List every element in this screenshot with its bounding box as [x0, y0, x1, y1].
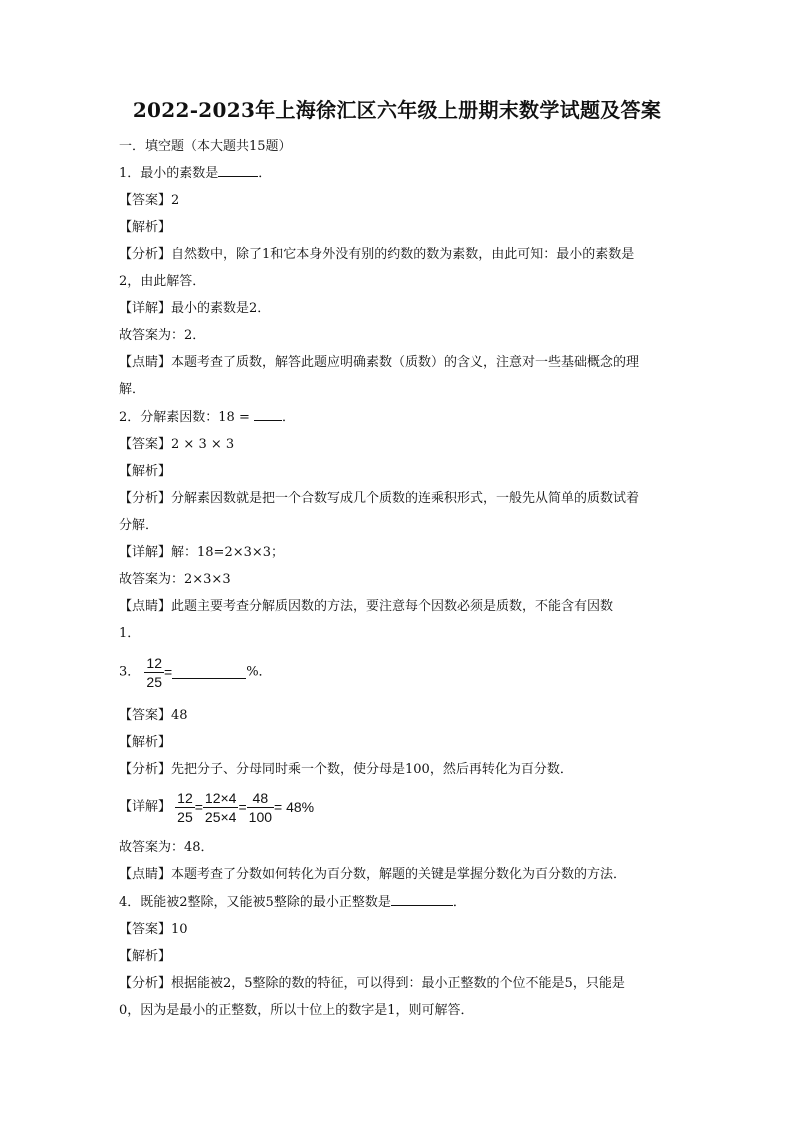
- q2-fenxi: [119, 489, 639, 509]
- q4-analysis-tag: 【解析】: [119, 949, 172, 964]
- q4-fenxi-text: 根据能被2，5整除的数的特征，可以得到：最小正整数的个位不能是5，只能是: [171, 976, 625, 991]
- q3-numerator: 12: [146, 654, 162, 671]
- q2-question: [119, 408, 295, 428]
- q2-xiangjie-text: 解：18=2×3×3；: [171, 545, 285, 560]
- q1-conclusion: 故答案为：2．: [119, 328, 206, 343]
- q3-x-eq-2: =: [238, 799, 247, 815]
- q4-question-text: 4．既能被2整除，又能被5整除的最小正整数是: [119, 895, 391, 910]
- q3-x-f2-den: 25×4: [204, 808, 237, 825]
- page-title: 2022-2023年上海徐汇区六年级上册期末数学试题及答案: [132, 98, 662, 122]
- q4-question-end: ．: [452, 895, 466, 910]
- q1-xiangjie: [119, 299, 270, 319]
- q3-blank: [172, 666, 246, 679]
- q3-analysis-tag: 【解析】: [119, 735, 172, 750]
- q3-x-f2-num: 12×4: [204, 789, 237, 806]
- q1-analysis-tag: 【解析】: [119, 220, 172, 235]
- q1-fenxi: [119, 245, 634, 265]
- q3-xiangjie: [119, 787, 314, 828]
- dianjing-tag: 【点睛】: [119, 355, 172, 370]
- q3-answer-value: 48: [171, 708, 188, 723]
- q4-question: [119, 893, 466, 913]
- q3-x-f3-num: 48: [252, 789, 269, 806]
- answer-tag: 【答案】: [119, 193, 172, 208]
- q3-fenxi: [119, 760, 573, 780]
- q4-fenxi-cont: 0，因为是最小的正整数，所以十位上的数字是1，则可解答．: [119, 1003, 474, 1018]
- q3-x-fraction-2: [203, 789, 239, 826]
- q1-fenxi-cont: 2，由此解答．: [119, 274, 206, 289]
- q3-denominator: 25: [146, 673, 162, 690]
- q1-xiangjie-text: 最小的素数是2．: [171, 301, 271, 316]
- q1-dianjing-text: 本题考查了质数，解答此题应明确素数（质数）的含义，注意对一些基础概念的理: [171, 355, 640, 370]
- q2-blank: [254, 408, 282, 421]
- q1-answer: [119, 191, 179, 211]
- q4-answer-value: 10: [171, 922, 188, 937]
- q3-fraction: [144, 654, 164, 691]
- q3-question: [119, 652, 272, 693]
- q3-question-end: %．: [246, 664, 272, 680]
- q1-dianjing: [119, 353, 639, 373]
- xiangjie-tag: 【详解】: [119, 301, 172, 316]
- q1-dianjing-cont: 解．: [119, 382, 146, 397]
- q1-answer-value: 2: [171, 193, 180, 208]
- q3-answer: [119, 706, 188, 726]
- q3-x-fraction-3: [247, 789, 274, 826]
- q2-answer-value: 2 × 3 × 3: [171, 437, 235, 452]
- fenxi-tag: 【分析】: [119, 762, 172, 777]
- fenxi-tag: 【分析】: [119, 491, 172, 506]
- q4-blank: [391, 893, 453, 906]
- dianjing-tag: 【点睛】: [119, 867, 172, 882]
- q3-x-f1-num: 12: [177, 789, 193, 806]
- answer-tag: 【答案】: [119, 708, 172, 723]
- q3-conclusion: 故答案为：48．: [119, 840, 214, 855]
- q3-x-fraction-1: [175, 789, 195, 826]
- q2-dianjing-text: 此题主要考查分解质因数的方法，要注意每个因数必须是质数，不能含有因数: [171, 599, 614, 614]
- dianjing-tag: 【点睛】: [119, 599, 172, 614]
- answer-tag: 【答案】: [119, 437, 172, 452]
- q2-answer: [119, 435, 234, 455]
- q2-question-text: 2．分解素因数：18 =: [119, 410, 250, 425]
- q3-dianjing-text: 本题考查了分数如何转化为百分数，解题的关键是掌握分数化为百分数的方法．: [171, 867, 627, 882]
- answer-tag: 【答案】: [119, 922, 172, 937]
- q2-dianjing: [119, 597, 613, 617]
- q4-fenxi: [119, 974, 625, 994]
- q3-equals: =: [164, 664, 173, 680]
- q2-question-end: ．: [281, 410, 295, 425]
- q3-dianjing: [119, 865, 626, 885]
- q2-fenxi-cont: 分解．: [119, 518, 159, 533]
- fenxi-tag: 【分析】: [119, 976, 172, 991]
- q2-dianjing-cont: 1．: [119, 626, 141, 641]
- q3-x-f3-den: 100: [248, 808, 273, 825]
- q1-question-end: ．: [258, 166, 272, 181]
- q4-answer: [119, 920, 188, 940]
- xiangjie-tag: 【详解】: [119, 545, 172, 560]
- q3-x-f1-den: 25: [177, 808, 193, 825]
- q3-x-eq-1: =: [194, 799, 203, 815]
- q1-question: [119, 164, 271, 184]
- q3-number: 3．: [119, 664, 141, 680]
- q3-x-result: = 48%: [274, 799, 315, 815]
- q3-fenxi-text: 先把分子、分母同时乘一个数，使分母是100，然后再转化为百分数．: [171, 762, 573, 777]
- q1-fenxi-text: 自然数中，除了1和它本身外没有别的约数的数为素数，由此可知：最小的素数是: [171, 247, 635, 262]
- fenxi-tag: 【分析】: [119, 247, 172, 262]
- q1-blank: [218, 164, 258, 177]
- section-heading: 一．填空题（本大题共15题）: [119, 139, 292, 154]
- q2-conclusion: 故答案为：2×3×3: [119, 572, 231, 587]
- q2-xiangjie: [119, 543, 284, 563]
- q2-fenxi-text: 分解素因数就是把一个合数写成几个质数的连乘积形式，一般先从简单的质数试着: [171, 491, 640, 506]
- q1-question-text: 1．最小的素数是: [119, 166, 219, 181]
- q2-analysis-tag: 【解析】: [119, 464, 172, 479]
- xiangjie-tag: 【详解】: [119, 799, 172, 815]
